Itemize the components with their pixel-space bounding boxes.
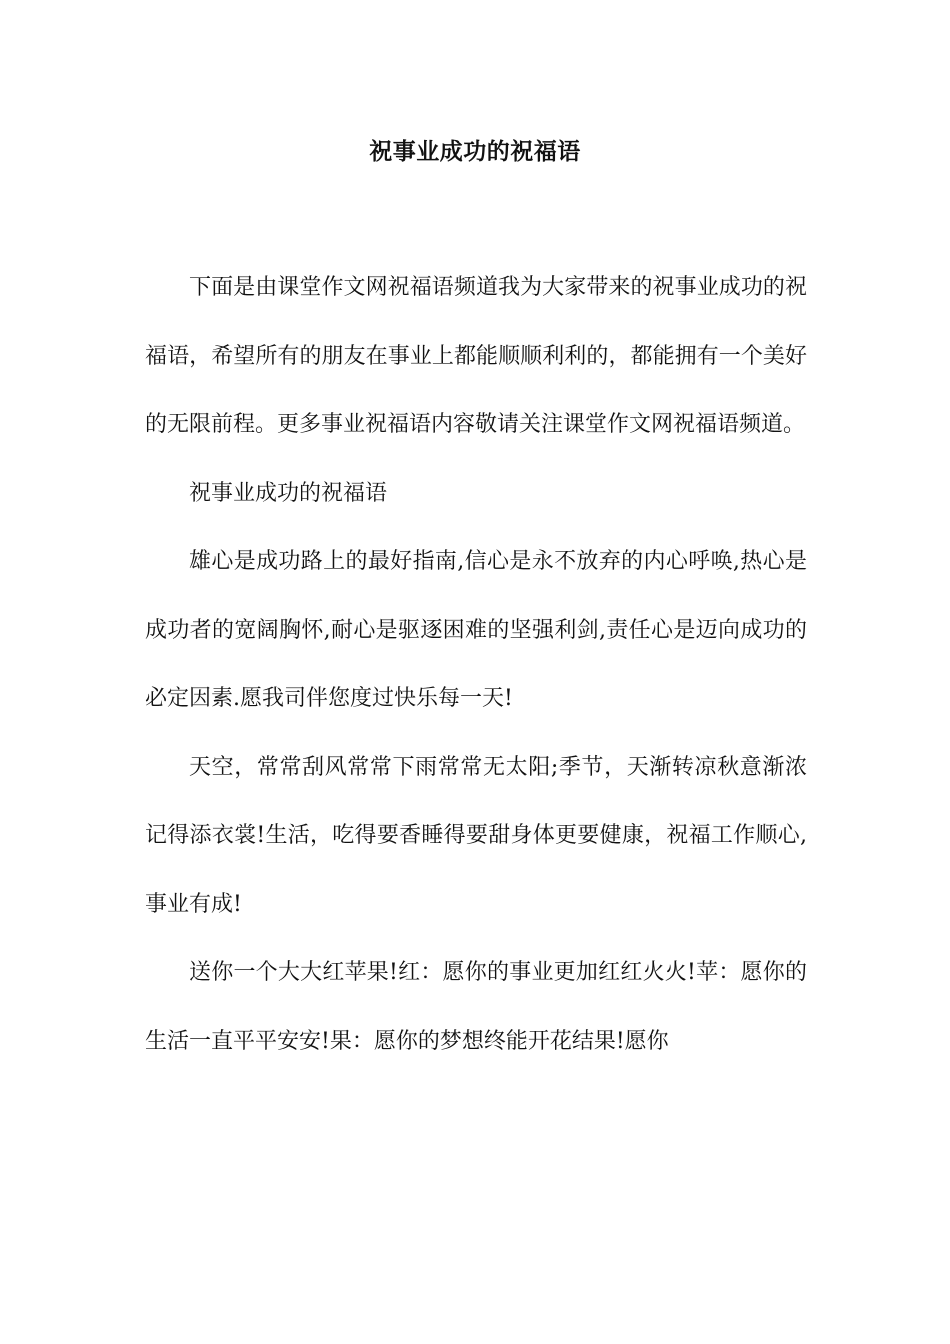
intro-paragraph: 下面是由课堂作文网祝福语频道我为大家带来的祝事业成功的祝福语，希望所有的朋友在事业上都能顺顺利利的，都能拥有一个美好的无限前程。更多事业祝福语内容敬请关注课堂作文网祝福语频道。: [145, 275, 807, 437]
section-heading: 祝事业成功的祝福语: [189, 480, 388, 506]
blessing-paragraph-2: 天空，常常刮风常常下雨常常无太阳;季节，天渐转凉秋意渐浓记得添衣裳!生活，吃得要香睡得要甜身体更要健康，祝福工作顺心,事业有成!: [145, 754, 807, 917]
document-title: 祝事业成功的祝福语: [369, 138, 581, 165]
document-body: [145, 254, 807, 1076]
blessing-paragraph-1: 雄心是成功路上的最好指南,信心是永不放弃的内心呼唤,热心是成功者的宽阔胸怀,耐心是驱逐困难的坚强利剑,责任心是迈向成功的必定因素.愿我司伴您度过快乐每一天!: [145, 549, 807, 711]
blessing-paragraph-3: 送你一个大大红苹果!红：愿你的事业更加红红火火!苹：愿你的生活一直平平安安!果：愿你的梦想终能开花结果!愿你: [145, 960, 807, 1054]
